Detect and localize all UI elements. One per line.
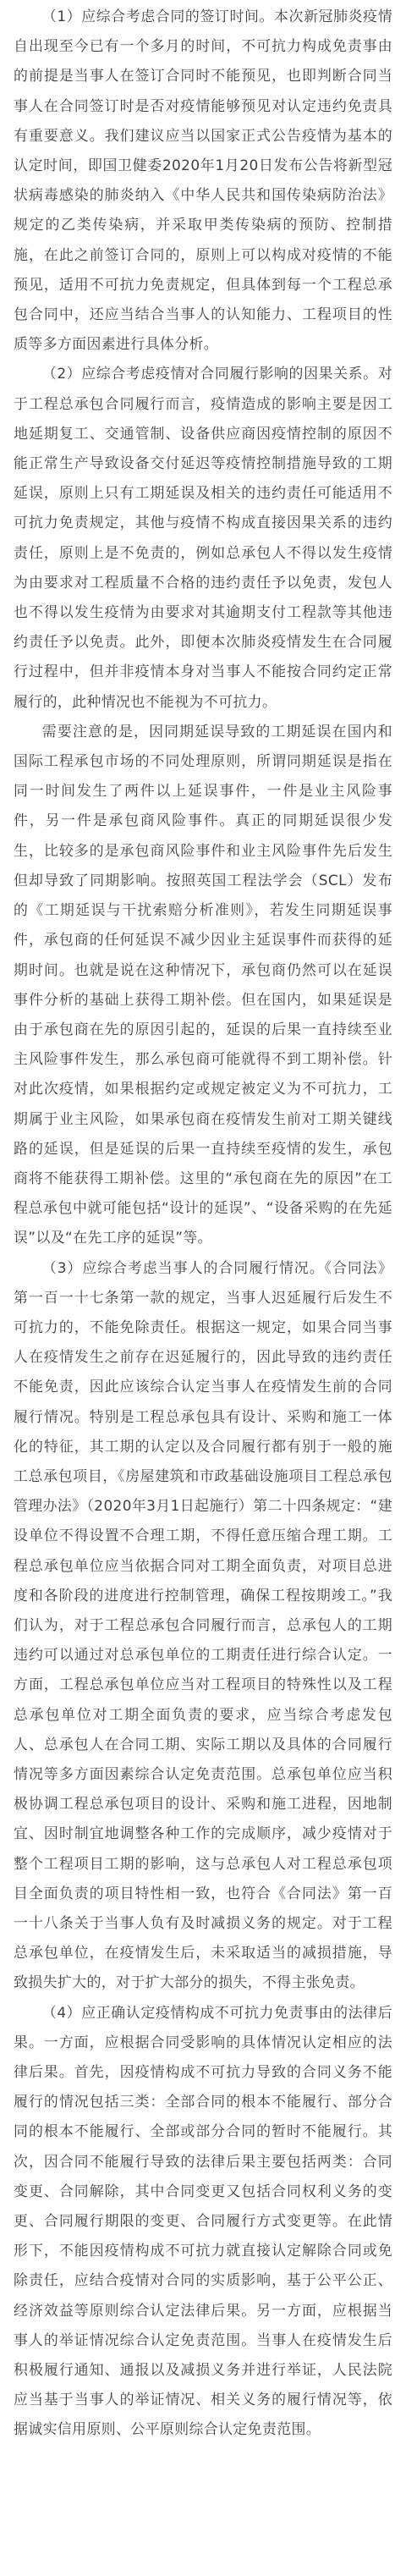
paragraph-contract-signing-time: （1）应综合考虑合同的签订时间。本次新冠肺炎疫情自出现至今已有一个多月的时间，不可抗力构成免责事由的前提是当事人在签订合同时不能预见，也即判断合同当事人在合同签订时是否对疫情能够预见对认定违约免责具有重要意义。我们建议应当以国家正式公告疫情为基本的认定时间，即国卫健委2020年1月20日发布公告将新型冠状病毒感染的肺炎纳入《中华人民共和国传染病防治法》规定的乙类传染病，并采取甲类传染病的预防、控制措施，在此之前签订合同的，原则上可以构成对疫情的不能预见，适用不可抗力免责规定，但具体到每一个工程总承包合同中，还应当结合当事人的认知能力、工程项目的性质等多方面因素进行具体分析。 <box>14 8 392 353</box>
paragraph-performance-status: （3）应综合考虑当事人的合同履行情况。《合同法》第一百一十七条第一款的规定，当事人迟延履行后发生不可抗力的，不能免除责任。根据这一规定，如果合同当事人在疫情发生之前存在迟延履行的，因此导致的违约责任不能免责，因此应该综合认定当事人在疫情发生前的合同履行情况。特别是工程总承包具有设计、采购和施工一体化的特征，其工期的认定以及合同履行都有别于一般的施工总承包项目，《房屋建筑和市政基础设施项目工程总承包管理办法》（2020年3月1日起施行）第二十四条规定：“建设单位不得设置不合理工期，不得任意压缩合理工期。工程总承包单位应当依据合同对工期全面负责，对项目总进度和各阶段的进度进行控制管理，确保工程按期竣工。”我们认为，对于工程总承包合同履行而言，总承包人的工期违约可以通过对总承包单位的工期责任进行综合认定。一方面，工程总承包单位应当对工程项目的特殊性以及工程总承包单位对工期全面负责的要求，应当综合考虑发包人、总承包人在合同工期、实际工期以及具体的合同履行情况等多方面因素综合认定免责范围。总承包单位应当积极协调工程总承包项目的设计、采购和施工进程，因地制宜、因时制宜地调整各种工作的完成顺序，减少疫情对于整个工程项目工期的影响，这与总承包人对工程总承包项目全面负责的项目特性相一致，也符合《合同法》第一百一十八条关于当事人负有及时减损义务的规定。对于工程总承包单位，在疫情发生后，未采取适当的减损措施，导致损失扩大的，对于扩大部分的损失，不得主张免责。 <box>14 1258 392 1991</box>
paragraph-concurrent-delay: 需要注意的是，因同期延误导致的工期延误在国内和国际工程承包市场的不同处理原则，所谓同期延误是指在同一时间发生了两件以上延误事件，一件是业主风险事件，另一件是承包商风险事件。真正的同期延误很少发生，比较多的是承包商风险事件和业主风险事件先后发生但却导致了同期影响。按照英国工程法学会（SCL）发布的《工期延误与干扰索赔分析准则》，若发生同期延误事件，承包商的任何延误不减少因业主延误事件而获得的延期时间。也就是说在这种情况下，承包商仍然可以在延误事件分析的基础上获得工期补偿。但在国内，如果延误是由于承包商在先的原因引起的，延误的后果一直持续至业主风险事件发生，那么承包商可能就得不到工期补偿。针对此次疫情，如果根据约定或规定被定义为不可抗力，工期属于业主风险，如果承包商在疫情发生前对工期关键线路的延误，但是延误的后果一直持续至疫情的发生，承包商将不能获得工期补偿。这里的“承包商在先的原因”在工程总承包中就可能包括“设计的延误”、“设备采购的在先延误”以及“在先工序的延误”等。 <box>14 722 392 1247</box>
paragraph-legal-consequences: （4）应正确认定疫情构成不可抗力免责事由的法律后果。一方面，应根据合同受影响的具体情况认定相应的法律后果。首先，因疫情构成不可抗力导致的合同义务不能履行的情况包括三类：全部合同的根本不能履行、部分合同的根本不能履行、全部或部分合同的暂时不能履行。其次，因合同不能履行导致的法律后果主要包括两类：合同变更、合同解除，其中合同变更又包括合同权利义务的变更、合同履行期限的变更、合同履行方式变更等。在此情形下，不能因疫情构成不可抗力就直接认定解除合同或免除责任，应结合疫情对合同的实质影响，基于公平公正、经济效益等原则综合认定法律后果。另一方面，应根据当事人的举证情况综合认定免责范围。当事人在疫情发生后积极履行通知、通报以及减损义务并进行举证，人民法院应当基于当事人的举证情况、相关义务的履行情况等，依据诚实信用原则、公平原则综合认定免责范围。 <box>14 2003 392 2438</box>
paragraph-causation: （2）应综合考虑疫情对合同履行影响的因果关系。对于工程总承包合同履行而言，疫情造成的影响主要是因工地延期复工、交通管制、设备供应商因疫情控制的原因不能正常生产导致设备交付延迟等疫情控制措施导致的工期延误，原则上只有工期延误及相关的违约责任可能适用不可抗力免责规定，其他与疫情不构成直接因果关系的违约责任，原则上是不免责的，例如总承包人不得以发生疫情为由要求对工程质量不合格的违约责任予以免责，发包人也不得以发生疫情为由要求对其逾期支付工程款等其他违约责任予以免责。此外，即便本次肺炎疫情发生在合同履行过程中，但并非疫情本身对当事人不能按合同约定正常履行的，此种情况也不能视为不可抗力。 <box>14 365 392 710</box>
